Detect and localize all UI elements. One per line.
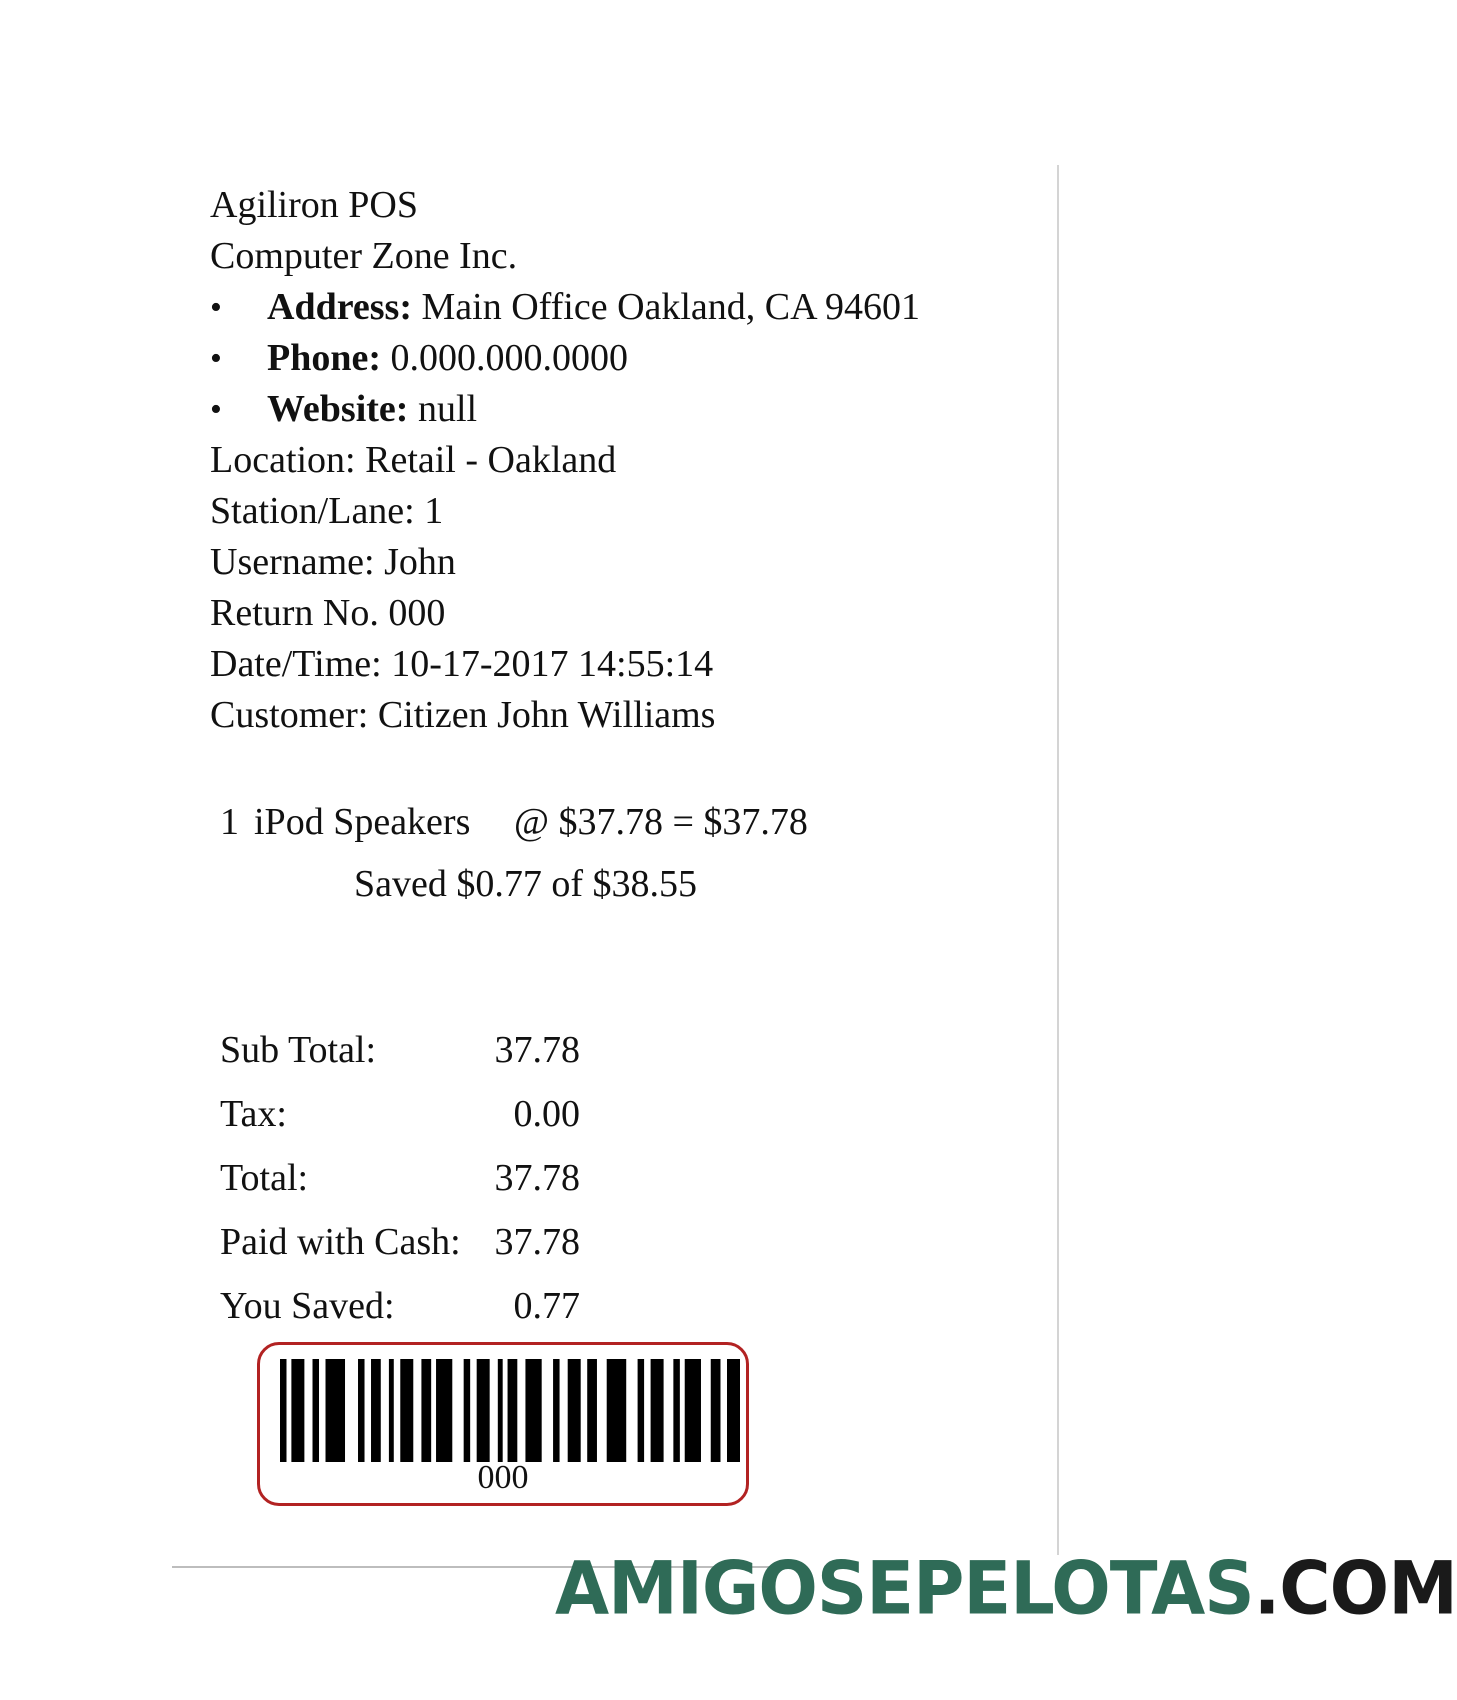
contact-list: [210, 282, 920, 435]
totals-label: Tax:: [220, 1093, 287, 1135]
barcode-bar: [400, 1359, 413, 1462]
barcode-bar: [587, 1359, 597, 1462]
totals-row-total: [220, 1156, 580, 1220]
station-line: Station/Lane: 1: [210, 490, 444, 532]
totals-label: Total:: [220, 1157, 309, 1199]
totals-row-you-saved: [220, 1284, 580, 1348]
barcode-bar: [291, 1359, 304, 1462]
address-label: Address:: [267, 286, 412, 328]
website-label: Website:: [267, 388, 409, 430]
barcode-bar: [685, 1359, 701, 1462]
barcode-bar: [280, 1359, 287, 1462]
datetime-line: Date/Time: 10-17-2017 14:55:14: [210, 643, 714, 685]
receipt-header: [210, 180, 920, 741]
barcode-bar: [436, 1359, 452, 1462]
totals-value: 37.78: [494, 1029, 580, 1071]
phone-label: Phone:: [267, 337, 381, 379]
address-value: Main Office Oakland, CA 94601: [421, 286, 920, 328]
customer-line: Customer: Citizen John Williams: [210, 694, 716, 736]
barcode-bar: [313, 1359, 320, 1462]
barcode-graphic: [280, 1359, 740, 1462]
barcode-bar: [568, 1359, 581, 1462]
barcode-number: 000: [477, 1459, 529, 1496]
return-number-line: Return No. 000: [210, 592, 446, 634]
totals-row-subtotal: [220, 1028, 580, 1092]
company-name: Computer Zone Inc.: [210, 235, 518, 277]
item-price: @ $37.78 = $37.78: [514, 801, 808, 843]
watermark-domain: .COM: [1253, 1545, 1457, 1632]
phone-item: [210, 333, 920, 384]
watermark: [555, 1545, 1457, 1631]
barcode-bar: [464, 1359, 471, 1462]
totals-row-paid-cash: [220, 1220, 580, 1284]
barcode-bar: [607, 1359, 627, 1462]
totals-value: 37.78: [494, 1221, 580, 1263]
barcode-bar: [727, 1359, 740, 1462]
website-value: null: [417, 388, 478, 430]
barcode-frame: [257, 1342, 749, 1506]
barcode-bar: [358, 1359, 365, 1462]
barcode-bar: [638, 1359, 645, 1462]
totals-label: Sub Total:: [220, 1029, 377, 1071]
username-line: Username: John: [210, 541, 456, 583]
line-item: [220, 800, 808, 844]
barcode-bar: [477, 1359, 490, 1462]
barcode-bar: [508, 1359, 518, 1462]
barcode-bar: [651, 1359, 664, 1462]
totals-table: [220, 1028, 580, 1348]
app-name: Agiliron POS: [210, 184, 418, 226]
item-saved: Saved $0.77 of $38.55: [354, 863, 698, 905]
barcode-bar: [553, 1359, 560, 1462]
totals-value: 0.77: [513, 1285, 580, 1327]
totals-label: Paid with Cash:: [220, 1221, 461, 1263]
location-line: Location: Retail - Oakland: [210, 439, 617, 481]
website-item: [210, 384, 920, 435]
watermark-name: AMIGOSEPELOTAS: [555, 1545, 1254, 1632]
barcode-bar: [421, 1359, 431, 1462]
barcode-bar: [371, 1359, 381, 1462]
page-edge-vertical: [1057, 165, 1059, 1555]
totals-value: 37.78: [494, 1157, 580, 1199]
address-item: [210, 282, 920, 333]
barcode-bar: [498, 1359, 503, 1462]
phone-value: 0.000.000.0000: [390, 337, 628, 379]
barcode-bar: [326, 1359, 346, 1462]
barcode-bar: [389, 1359, 394, 1462]
item-quantity: 1: [220, 801, 239, 843]
totals-value: 0.00: [513, 1093, 580, 1135]
totals-label: You Saved:: [220, 1285, 395, 1327]
barcode-bar: [711, 1359, 721, 1462]
totals-row-tax: [220, 1092, 580, 1156]
item-name: iPod Speakers: [254, 801, 471, 843]
barcode-bar: [673, 1359, 680, 1462]
barcode-bar: [525, 1359, 541, 1462]
